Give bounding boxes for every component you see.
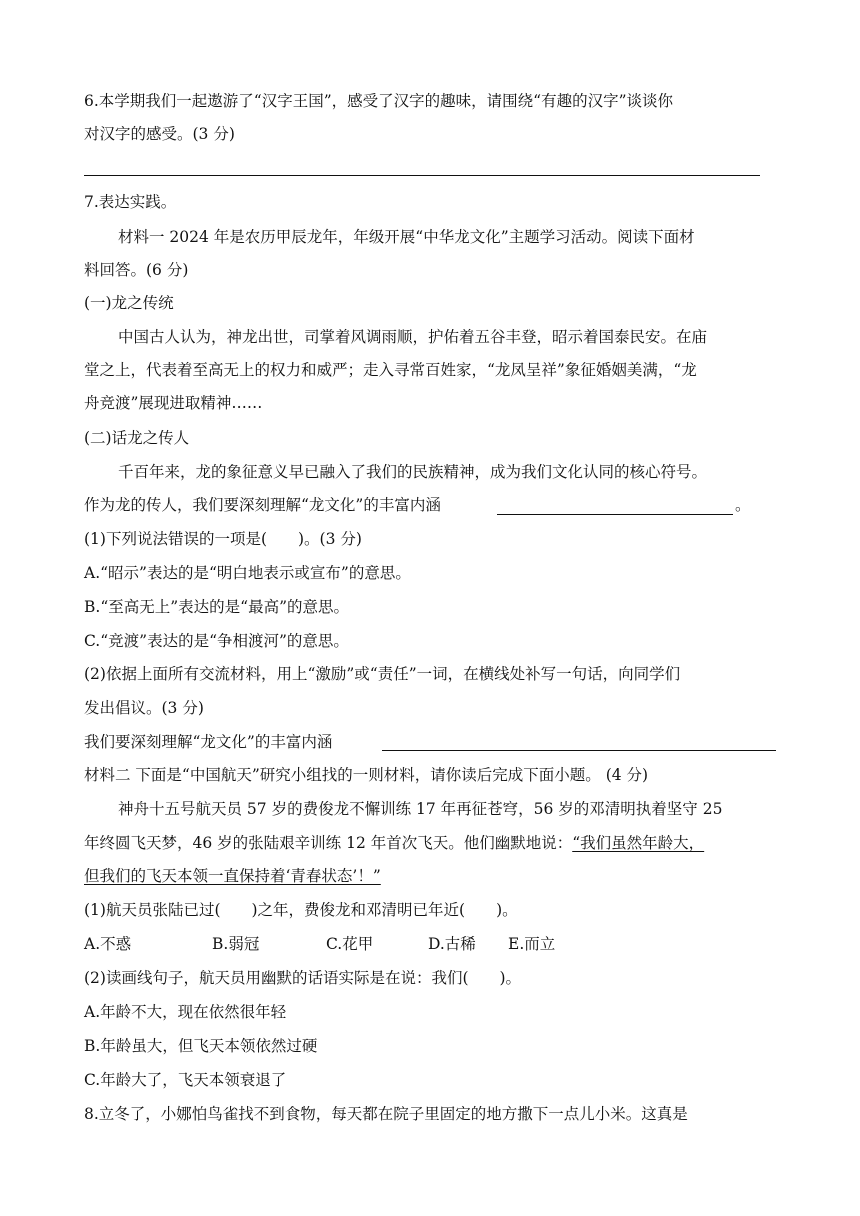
q7-section2-blank-line: [497, 514, 733, 515]
q7-sub1-option-a: A.“昭示”表达的是“明白地表示或宣布”的意思。: [84, 564, 411, 582]
q7-material2-para-line1: 神舟十五号航天员 57 岁的费俊龙不懈训练 17 年再征苍穹，56 岁的邓清明执着坚守 25: [118, 800, 723, 818]
q6-line2: 对汉字的感受。(3 分): [84, 125, 235, 143]
q7-m2-sub2-question: (2)读画线句子，航天员用幽默的话语实际是在说：我们( )。: [84, 969, 522, 987]
q7-material1-intro-line1: 材料一 2024 年是农历甲辰龙年，年级开展“中华龙文化”主题学习活动。阅读下面材: [118, 228, 695, 246]
q7-m2-sub1-option-a: A.不惑: [84, 935, 132, 953]
q7-section2-period: 。: [735, 496, 751, 514]
q7-m2-sub1-question: (1)航天员张陆已过( )之年，费俊龙和邓清明已年近( )。: [84, 901, 518, 919]
q6-line1: 6.本学期我们一起遨游了“汉字王国”，感受了汉字的趣味，请围绕“有趣的汉字”谈谈你: [84, 92, 673, 110]
q7-material2-underlined-sentence-part1: “我们虽然年龄大，: [572, 834, 705, 852]
q7-section2-title: (二)话龙之传人: [84, 429, 190, 447]
q7-m2-sub2-option-c: C.年龄大了，飞天本领衰退了: [84, 1071, 287, 1089]
q7-material1-intro-line2: 料回答。(6 分): [84, 261, 189, 279]
q7-material2-para-line2-plain: 年终圆飞天梦，46 岁的张陆艰辛训练 12 年首次飞天。他们幽默地说：: [84, 834, 573, 852]
q8-line1: 8.立冬了，小娜怕鸟雀找不到食物，每天都在院子里固定的地方撒下一点儿小米。这真是: [84, 1105, 688, 1123]
q7-section1-para-line1: 中国古人认为，神龙出世，司掌着风调雨顺，护佑着五谷丰登，昭示着国泰民安。在庙: [118, 328, 708, 346]
q6-answer-line: [84, 175, 760, 176]
q7-sub2-question-line1: (2)依据上面所有交流材料，用上“激励”或“责任”一词，在横线处补写一句话，向同学们: [84, 665, 681, 683]
q7-m2-sub1-option-c: C.花甲: [326, 935, 374, 953]
q7-sub1-option-b: B.“至高无上”表达的是“最高”的意思。: [84, 598, 350, 616]
q7-section2-para-line1: 千百年来，龙的象征意义早已融入了我们的民族精神，成为我们文化认同的核心符号。: [118, 463, 708, 481]
q7-section1-para-line2: 堂之上，代表着至高无上的权力和威严；走入寻常百姓家，“龙凤呈祥”象征婚姻美满，“龙: [84, 361, 697, 379]
q7-material2-para-line2: [84, 833, 704, 853]
q7-sub2-fill-prompt: 我们要深刻理解“龙文化”的丰富内涵: [84, 733, 333, 751]
q7-sub2-question-line2: 发出倡议。(3 分): [84, 699, 204, 717]
q7-material2-intro: 材料二 下面是“中国航天”研究小组找的一则材料，请你读后完成下面小题。 (4 分): [84, 766, 649, 784]
q7-m2-sub1-option-b: B.弱冠: [212, 935, 260, 953]
q7-m2-sub1-option-d: D.古稀: [428, 935, 476, 953]
q7-sub1-question: (1)下列说法错误的一项是( )。(3 分): [84, 530, 362, 548]
q7-section1-title: (一)龙之传统: [84, 294, 174, 312]
q7-m2-sub2-option-b: B.年龄虽大，但飞天本领依然过硬: [84, 1037, 318, 1055]
q7-sub2-answer-line: [382, 750, 776, 751]
q7-material2-underlined-sentence-part2: 但我们的飞天本领一直保持着‘青春状态’！”: [84, 867, 381, 885]
q7-sub1-option-c: C.“竞渡”表达的是“争相渡河”的意思。: [84, 632, 349, 650]
q7-m2-sub1-option-e: E.而立: [508, 935, 556, 953]
q7-title: 7.表达实践。: [84, 193, 177, 211]
q7-section2-para-line2: 作为龙的传人，我们要深刻理解“龙文化”的丰富内涵: [84, 496, 441, 514]
q7-m2-sub2-option-a: A.年龄不大，现在依然很年轻: [84, 1003, 287, 1021]
q7-section1-para-line3: 舟竞渡”展现进取精神……: [84, 394, 263, 412]
